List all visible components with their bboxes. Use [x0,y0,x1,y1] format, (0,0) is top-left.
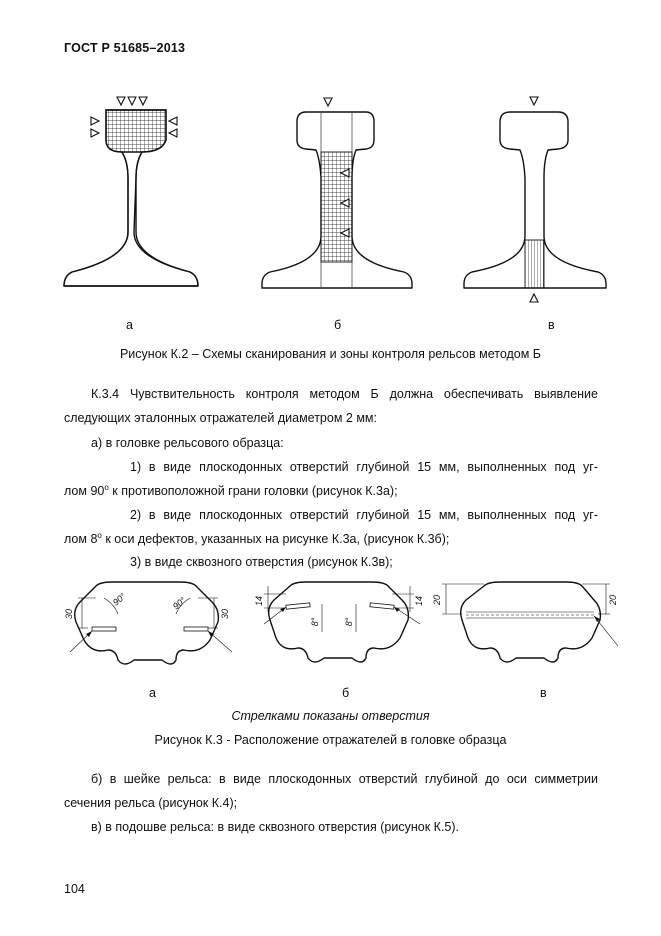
dim-c-left: 20 [432,594,442,606]
figure-k2-label-c: в [548,318,555,332]
dim-c-right: 20 [608,594,618,606]
figure-k3-label-b: б [342,686,350,700]
dim-a-right: 30 [220,608,230,620]
dim-a-angle-right: 90° [170,595,188,612]
document-header: ГОСТ Р 51685–2013 [64,41,186,55]
list-item-a: а) в головке рельсового образца: [91,436,284,450]
list-item-a2-line1: 2) в виде плоскодонных отверстий глубиной 15 мм, выполненных под уг- [130,508,598,522]
dim-a-left: 30 [64,608,74,620]
list-item-a1-line1: 1) в виде плоскодонных отверстий глубиной 15 мм, выполненных под уг- [130,460,598,474]
paragraph-k34-line1: К.3.4 Чувствительность контроля методом Б должна обеспечивать выявление [91,387,598,401]
dim-b-angle-left: 8° [310,617,320,627]
dim-b-left: 14 [254,595,264,607]
list-item-a2-line2: лом $8^о$ к оси дефектов, указанных на рисунке К.3а, (рисунок К.3б); [64,531,450,546]
list-item-b-line1: б) в шейке рельса: в виде плоскодонных отверстий глубиной до оси симметрии [91,772,598,786]
dim-b-right: 14 [414,595,424,607]
paragraph-k34-line2: следующих эталонных отражателей диаметром 2 мм: [64,411,377,425]
figure-k3-label-a: а [149,686,156,700]
list-item-a1-line2: лом $90^о$ к противоположной грани головки (рисунок К.3а); [64,483,398,498]
figure-k2-label-a: а [126,318,133,332]
list-item-c: в) в подошве рельса: в виде сквозного отверстия (рисунок К.5). [91,820,459,834]
figure-k3-caption: Рисунок К.3 - Расположение отражателей в головке образца [154,733,507,747]
page-number: 104 [64,882,85,896]
figure-k2-label-b: б [334,318,342,332]
dim-a-angle-left: 90° [110,591,128,608]
figure-k3-label-c: в [540,686,547,700]
figure-k3-note: Стрелками показаны отверстия [231,709,430,723]
figure-k2-caption: Рисунок К.2 – Схемы сканирования и зоны контроля рельсов методом Б [119,347,542,361]
list-item-a3: 3) в виде сквозного отверстия (рисунок К.3в); [130,555,393,569]
dim-b-angle-right: 8° [344,617,354,627]
list-item-b-line2: сечения рельса (рисунок К.4); [64,796,238,810]
